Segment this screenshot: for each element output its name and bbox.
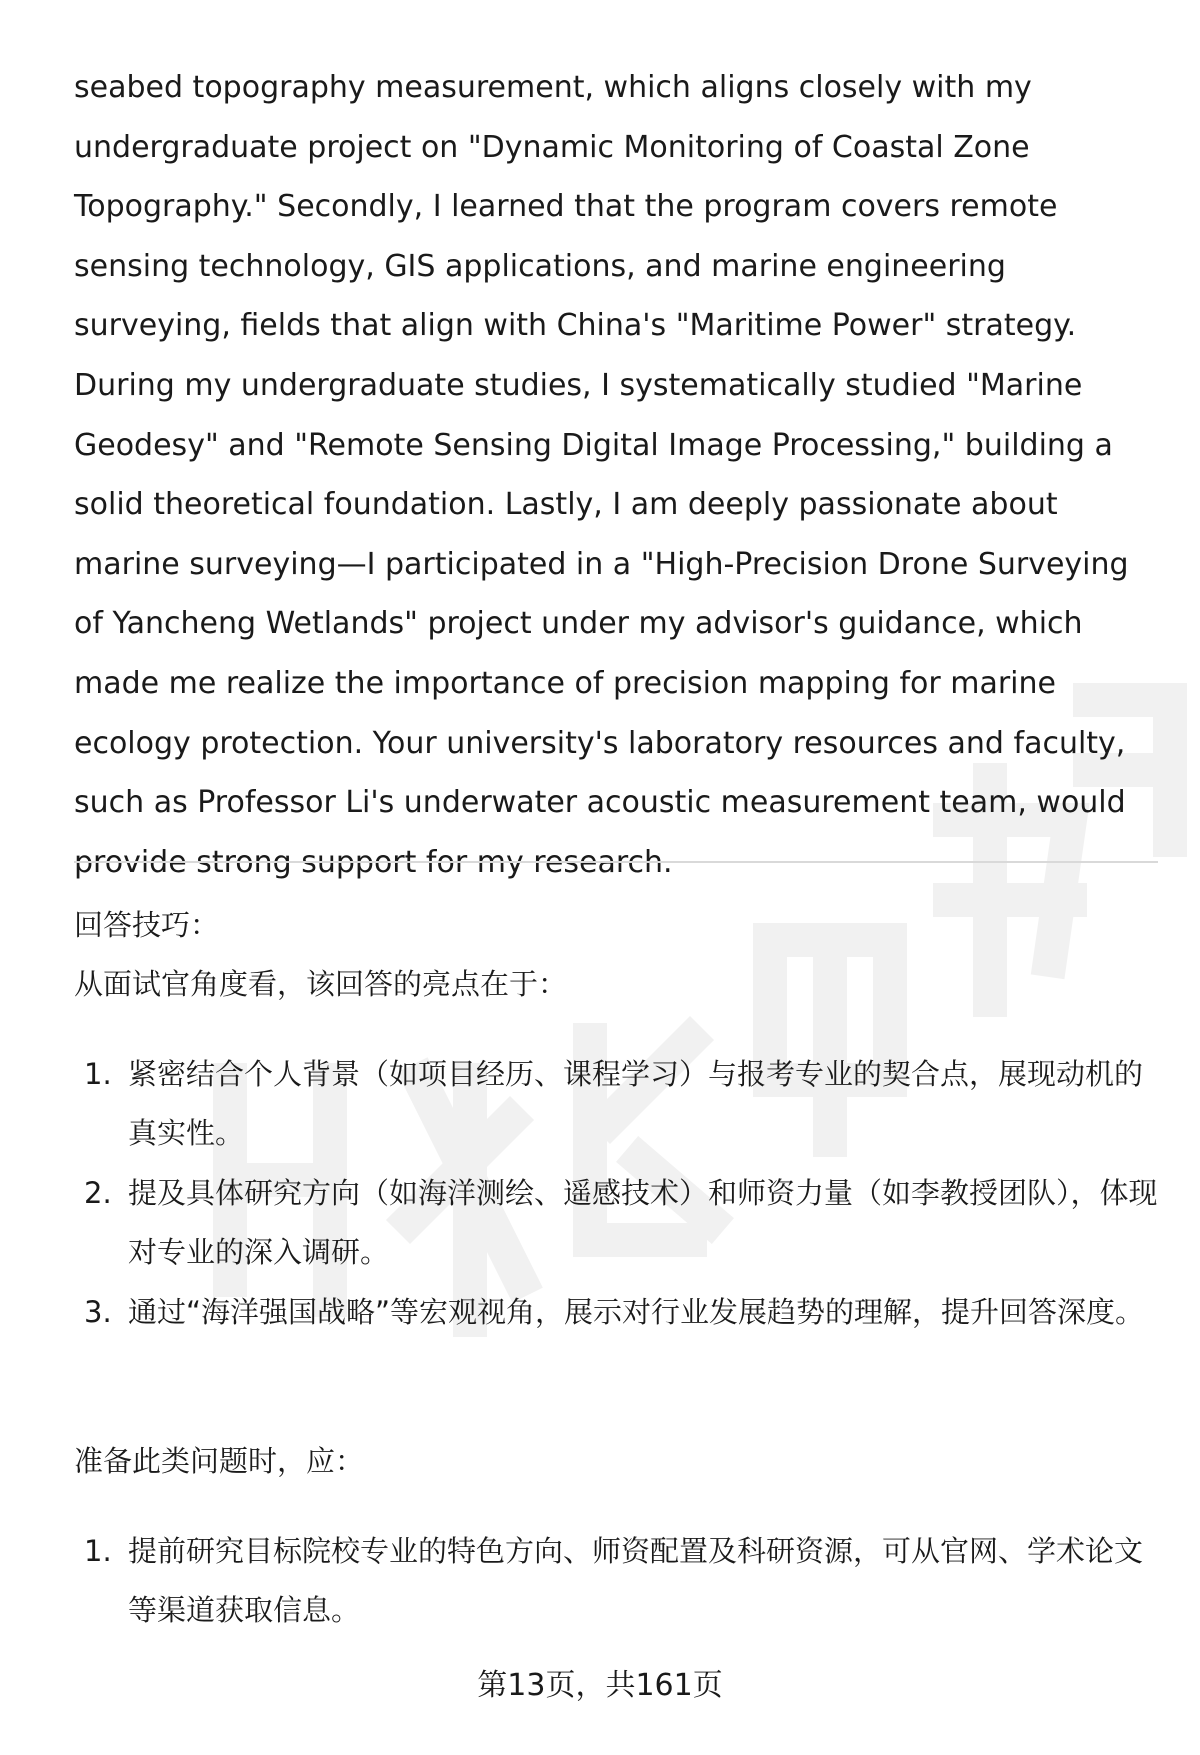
list-item bbox=[74, 1283, 1160, 1342]
list-item-text: 紧密结合个人背景（如项目经历、课程学习）与报考专业的契合点，展现动机的真实性。 bbox=[128, 1057, 1144, 1150]
list-number: 1. bbox=[84, 1534, 112, 1568]
answer-tips-intro: 从面试官角度看，该回答的亮点在于： bbox=[74, 967, 568, 1001]
list-number: 3. bbox=[84, 1295, 112, 1329]
list-item-text: 提及具体研究方向（如海洋测绘、遥感技术）和师资力量（如李教授团队），体现对专业的深入调研。 bbox=[128, 1176, 1158, 1269]
preparation-heading: 准备此类问题时，应： bbox=[74, 1444, 365, 1478]
list-item bbox=[74, 1164, 1160, 1282]
list-item bbox=[74, 1045, 1160, 1163]
answer-tips-list bbox=[74, 1045, 1160, 1342]
list-item-text: 通过“海洋强国战略”等宏观视角，展示对行业发展趋势的理解，提升回答深度。 bbox=[128, 1295, 1145, 1329]
list-number: 1. bbox=[84, 1057, 112, 1091]
body-paragraph: seabed topography measurement, which aligns closely with my undergraduate project on "Dynamic Monitoring of Coastal Zone Topography." Secondly, I learned that the program covers remote sensing technology, GIS applications, and marine engineering surveying, fields that align with China's "Maritime Power" strategy. During my undergraduate studies, I systematically studied "Marine Geodesy" and "Remote Sensing Digital Image Processing," building a solid theoretical foundation. Lastly, I am deeply passionate about marine surveying—I participated in a "High-Precision Drone Surveying of Yancheng Wetlands" project under my advisor's guidance, which made me realize the importance of precision mapping for marine ecology protection. Your university's laboratory resources and faculty, such as Professor Li's underwater acoustic measurement team, would provide strong support for my research. bbox=[74, 70, 1129, 880]
list-item bbox=[74, 1522, 1160, 1640]
list-item-text: 提前研究目标院校专业的特色方向、师资配置及科研资源，可从官网、学术论文等渠道获取信息。 bbox=[128, 1534, 1144, 1627]
list-number: 2. bbox=[84, 1176, 112, 1210]
page-number-footer: 第13页，共161页 bbox=[477, 1668, 723, 1703]
preparation-list bbox=[74, 1522, 1160, 1640]
answer-tips-heading: 回答技巧： bbox=[74, 908, 220, 942]
section-divider bbox=[74, 861, 1158, 863]
